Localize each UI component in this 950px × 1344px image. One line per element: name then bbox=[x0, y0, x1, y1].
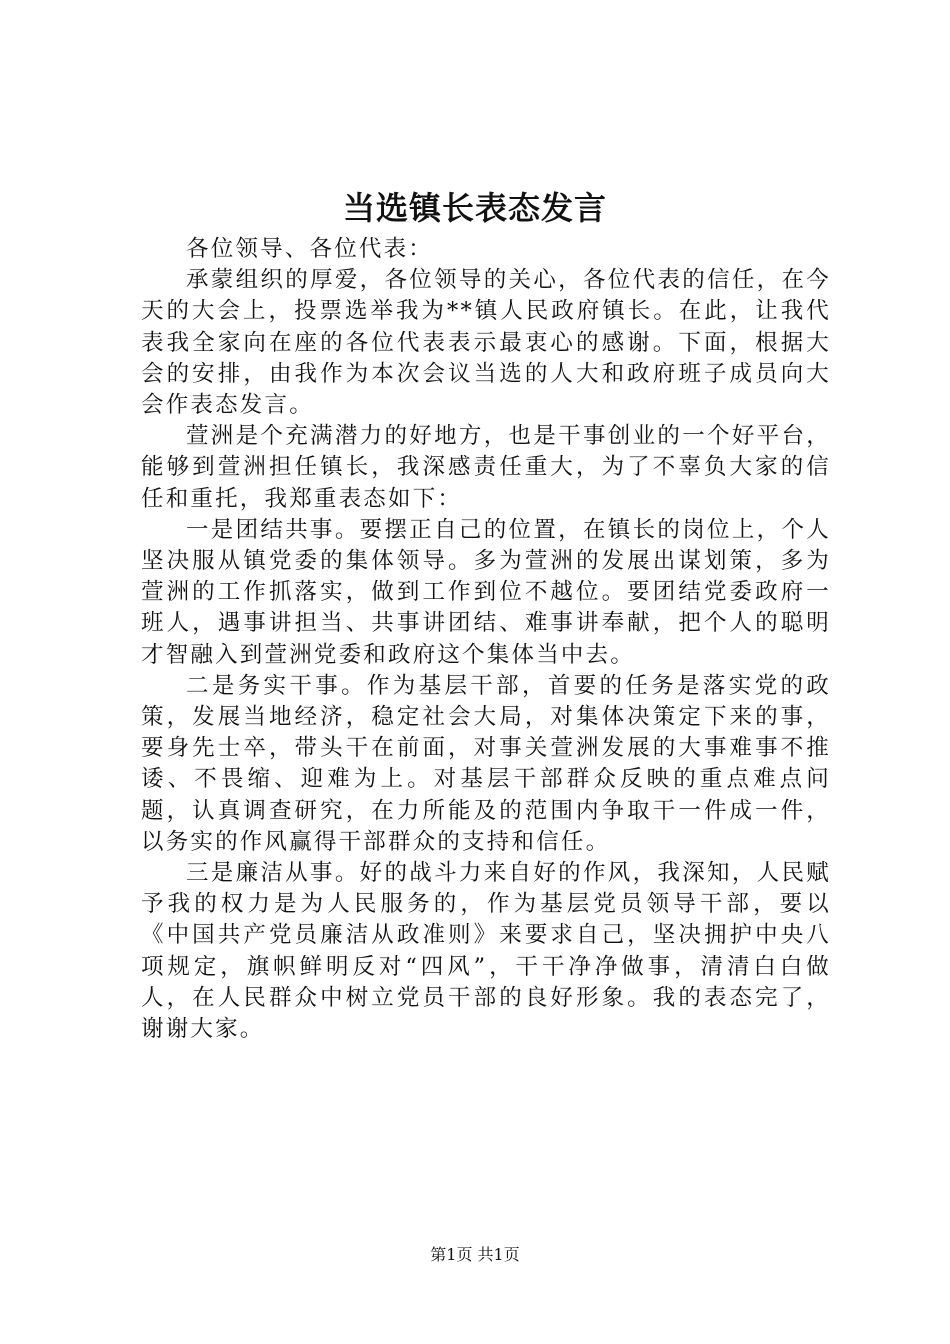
body-paragraph: 三是廉洁从事。好的战斗力来自好的作风，我深知，人民赋予我的权力是为人民服务的，作为基层党员领导干部，要以《中国共产党员廉洁从政准则》来要求自己，坚决拥护中央八项规定，旗帜鲜明反对“四风”，干干净净做事，清清白白做人，在人民群众中树立党员干部的良好形象。我的表态完了，谢谢大家。 bbox=[141, 860, 831, 1043]
body-paragraph: 承蒙组织的厚爱，各位领导的关心，各位代表的信任，在今天的大会上，投票选举我为**镇人民政府镇长。在此，让我代表我全家向在座的各位代表表示最衷心的感谢。下面，根据大会的安排，由我作为本次会议当选的人大和政府班子成员向大会作表态发言。 bbox=[141, 267, 831, 419]
salutation-paragraph: 各位领导、各位代表： bbox=[186, 236, 434, 262]
body-paragraph: 萱洲是个充满潜力的好地方，也是干事创业的一个好平台，能够到萱洲担任镇长，我深感责任重大，为了不辜负大家的信任和重托，我郑重表态如下： bbox=[141, 423, 831, 512]
body-paragraph: 二是务实干事。作为基层干部，首要的任务是落实党的政策，发展当地经济，稳定社会大局，对集体决策定下来的事，要身先士卒，带头干在前面，对事关萱洲发展的大事难事不推诿、不畏缩、迎难为上。对基层干部群众反映的重点难点问题，认真调查研究，在力所能及的范围内争取干一件成一件，以务实的作风赢得干部群众的支持和信任。 bbox=[141, 672, 831, 855]
document-title: 当选镇长表态发言 bbox=[342, 189, 607, 227]
page-footer: 第1页 共1页 bbox=[430, 1245, 520, 1264]
document-body bbox=[141, 234, 831, 1045]
body-paragraph: 一是团结共事。要摆正自己的位置，在镇长的岗位上，个人坚决服从镇党委的集体领导。多为萱洲的发展出谋划策，多为萱洲的工作抓落实，做到工作到位不越位。要团结党委政府一班人，遇事讲担当、共事讲团结、难事讲奉献，把个人的聪明才智融入到萱洲党委和政府这个集体当中去。 bbox=[141, 516, 831, 668]
